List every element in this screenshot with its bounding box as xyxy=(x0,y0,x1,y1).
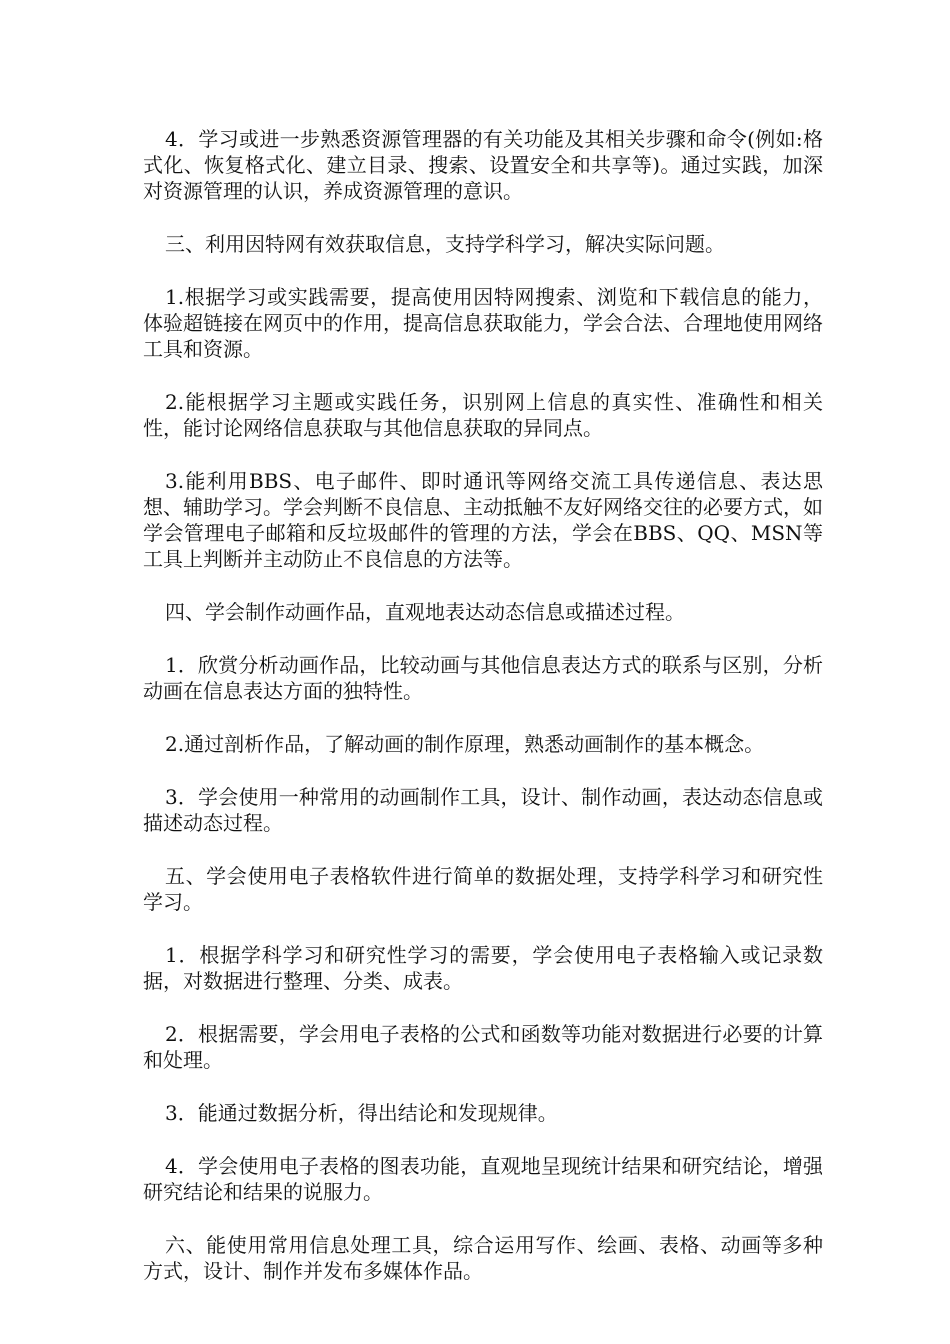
section-heading-6: 六、能使用常用信息处理工具，综合运用写作、绘画、表格、动画等多种方式，设计、制作并发布多媒体作品。 xyxy=(143,1233,823,1283)
document-body xyxy=(143,126,823,1311)
section-heading-3: 三、利用因特网有效获取信息，支持学科学习，解决实际问题。 xyxy=(165,232,725,256)
paragraph-resource-manager-4: 4．学习或进一步熟悉资源管理器的有关功能及其相关步骤和命令(例如:格式化、恢复格式化、建立目录、搜索、设置安全和共享等)。通过实践，加深对资源管理的认识，养成资源管理的意识。 xyxy=(143,127,823,203)
section-heading-4: 四、学会制作动画作品，直观地表达动态信息或描述过程。 xyxy=(165,600,685,624)
paragraph-spreadsheet-2: 2．根据需要，学会用电子表格的公式和函数等功能对数据进行必要的计算和处理。 xyxy=(143,1022,823,1072)
paragraph-internet-3: 3.能利用BBS、电子邮件、即时通讯等网络交流工具传递信息、表达思想、辅助学习。学会判断不良信息、主动抵触不友好网络交往的必要方式，如学会管理电子邮箱和反垃圾邮件的管理的方法，学会在BBS、QQ、MSN等工具上判断并主动防止不良信息的方法等。 xyxy=(143,469,823,571)
paragraph-animation-3: 3．学会使用一种常用的动画制作工具，设计、制作动画，表达动态信息或描述动态过程。 xyxy=(143,785,823,835)
paragraph-animation-1: 1．欣赏分析动画作品，比较动画与其他信息表达方式的联系与区别，分析动画在信息表达方面的独特性。 xyxy=(143,653,823,703)
paragraph-spreadsheet-3: 3．能通过数据分析，得出结论和发现规律。 xyxy=(165,1101,558,1125)
paragraph-animation-2: 2.通过剖析作品，了解动画的制作原理，熟悉动画制作的基本概念。 xyxy=(165,732,765,756)
paragraph-internet-2: 2.能根据学习主题或实践任务，识别网上信息的真实性、准确性和相关性，能讨论网络信息获取与其他信息获取的异同点。 xyxy=(143,390,823,440)
paragraph-internet-1: 1.根据学习或实践需要，提高使用因特网搜索、浏览和下载信息的能力，体验超链接在网页中的作用，提高信息获取能力，学会合法、合理地使用网络工具和资源。 xyxy=(143,285,823,361)
paragraph-spreadsheet-1: 1．根据学科学习和研究性学习的需要，学会使用电子表格输入或记录数据，对数据进行整理、分类、成表。 xyxy=(143,943,823,993)
paragraph-spreadsheet-4: 4．学会使用电子表格的图表功能，直观地呈现统计结果和研究结论，增强研究结论和结果的说服力。 xyxy=(143,1154,823,1204)
section-heading-5: 五、学会使用电子表格软件进行简单的数据处理，支持学科学习和研究性学习。 xyxy=(143,864,823,914)
